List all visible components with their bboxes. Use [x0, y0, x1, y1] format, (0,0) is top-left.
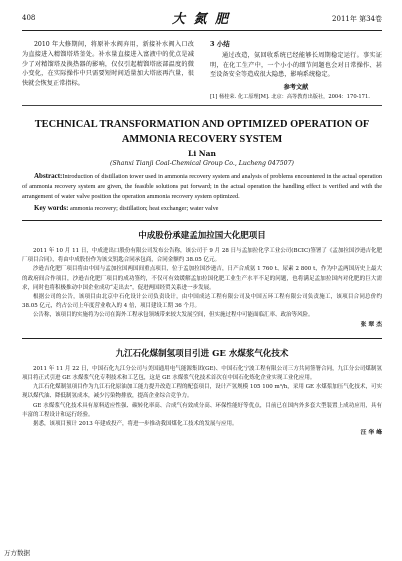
page-number: 408	[22, 14, 36, 22]
left-column	[22, 40, 194, 101]
news-paragraph: 据悉，该项目预计 2013 年建成投产，将进一步推动我国煤化工技术的发展与应用。	[33, 421, 238, 428]
two-column-section	[22, 40, 382, 101]
author: Li Nan	[188, 148, 216, 158]
keywords-text: ammonia recovery; distillation; heat exchanger; water valve	[69, 204, 219, 212]
news-paragraph: 根据公司的公告，该项目由北京中石化设计公司负责设计，由中国成达工程有限公司及中国五环工程有限公司负责施工，该项目合同总价约 38.05 亿元，约占公司上年度营业收入的 4 倍，项目建设工期 36 个月。	[22, 294, 382, 310]
news-paragraph: 公告称，该项目的实施将为公司在海外工程承包领域带来较大发展空间，但实施过程中可能面临汇率、政治等风险。	[33, 312, 314, 319]
news-signature: 汪 华 峰	[360, 430, 382, 437]
news-paragraph: GE 水煤浆气化技术具有原料适应性强、碳转化率高、合成气有效成分高、环保性能好等优点，目前已在国内外多套大型装置上成功应用，具有丰富的工程设计和运行经验。	[22, 402, 382, 418]
news-body-2	[22, 365, 382, 439]
news-body-1	[22, 247, 382, 330]
keywords-label: Key words:	[34, 203, 69, 212]
news-paragraph: 2011 年 10 月 11 日，中成进出口股份有限公司发布公告称，该公司于 9 月 28 日与孟加拉化学工业公司(BCIC)签署了《孟加拉国沙逊吉化肥厂项目合同》，将由中成股份作为该交钥匙合同承包商，合同金额约 38.05 亿元。	[22, 247, 382, 264]
news-paragraph: 2011 年 11 月 22 日，中国石化九江分公司与美国通用电气能源集团(GE)、中国石化宁波工程有限公司三方共同签署合同，九江分公司煤制氢项目将正式引进 GE 水煤浆气化专利技术和工艺包，这是 GE 水煤浆气化技术首次在中国石化炼化企业实现工业化应用。	[22, 365, 382, 382]
references-heading: 参考文献	[283, 84, 309, 92]
english-title-line2: AMMONIA RECOVERY SYSTEM	[121, 133, 283, 145]
divider	[22, 338, 382, 339]
issue-label: 2011年 第34卷	[332, 15, 382, 23]
journal-page	[22, 8, 382, 438]
reference-item: [1] 杨桂荣. 化工原理[M]. 北京：高等教育出版社，2004：170-171.	[210, 93, 370, 100]
abstract-label: Abstract:	[34, 171, 63, 180]
summary-paragraph: 通过改造，氨回收系统已经能够长周期稳定运行。事实证明，在化工生产中，一个小小的细节问题也会对日常操作、甚至设备安全等造成很大隐患，影响系统稳定。	[210, 51, 382, 79]
news-paragraph: 九江石化煤制氢项目作为九江石化原油加工能力提升改造工程的配套项目，设计产氢规模 105 100 m³/h，采用 GE 水煤浆加压气化技术，可实现以煤代油、降低制氢成本，减少污染物排放，提高企业综合竞争力。	[22, 384, 382, 400]
journal-logo: 大 氮 肥	[172, 12, 231, 27]
abstract-text: Introduction of distillation tower used in ammonia recovery system and analysis of problems encountered in the actual operation of ammonia recovery system are given, the feasible solutions put forward; in the actual operation the handling effect is verified and with the arrangement of water valve position the operation ammonia recovery system optimized.	[22, 172, 382, 200]
keywords	[22, 204, 382, 212]
affiliation: (Shanxi Tianji Coal-Chemical Group Co., Lucheng 047507)	[110, 159, 294, 167]
english-title-line1: TECHNICAL TRANSFORMATION AND OPTIMIZED OPERATION OF	[34, 118, 370, 130]
section-heading: 3 小结	[210, 40, 230, 48]
footer-watermark: 万方数据	[4, 549, 30, 557]
left-paragraph: 2010 年大修期间，将原补水阀弃用，新接补水阀入口改为直接进入精馏塔塔釜处。补水量直接进入富液中的优点是减少了对精馏塔及换热器的影响，仅仅引起精馏塔底部温度的微小变化，在实际操作中只需要短时间适量加大塔底再汽量，很快就会恢复正常指标。	[22, 41, 194, 88]
abstract	[22, 171, 382, 202]
news-title-2: 九江石化煤制氢项目引进 GE 水煤浆气化技术	[115, 348, 289, 359]
english-title	[22, 117, 382, 147]
divider	[22, 105, 382, 106]
news-paragraph: 沙逊吉化肥厂项目将由中国与孟加拉国两国间重点项目，位于孟加拉国沙逊吉，日产合成氨 1 760 t、尿素 2 800 t，作为中孟两国历史上最大的政府间合作项目，沙逊吉化肥厂项目的成功签约，不仅可有效缓解孟加拉国化肥工业生产水平不足的问题，也将满足孟加拉国内对化肥的巨大需求，同时也将积极推动中国企业成功“走出去”，促进两国经贸关系进一步发展。	[22, 266, 382, 291]
page-header	[22, 8, 382, 31]
news-signature: 张 翠 杰	[360, 321, 382, 328]
news-title-1: 中成股份承建孟加拉国大化肥项目	[138, 230, 266, 241]
right-column	[210, 40, 382, 101]
divider	[22, 220, 382, 221]
